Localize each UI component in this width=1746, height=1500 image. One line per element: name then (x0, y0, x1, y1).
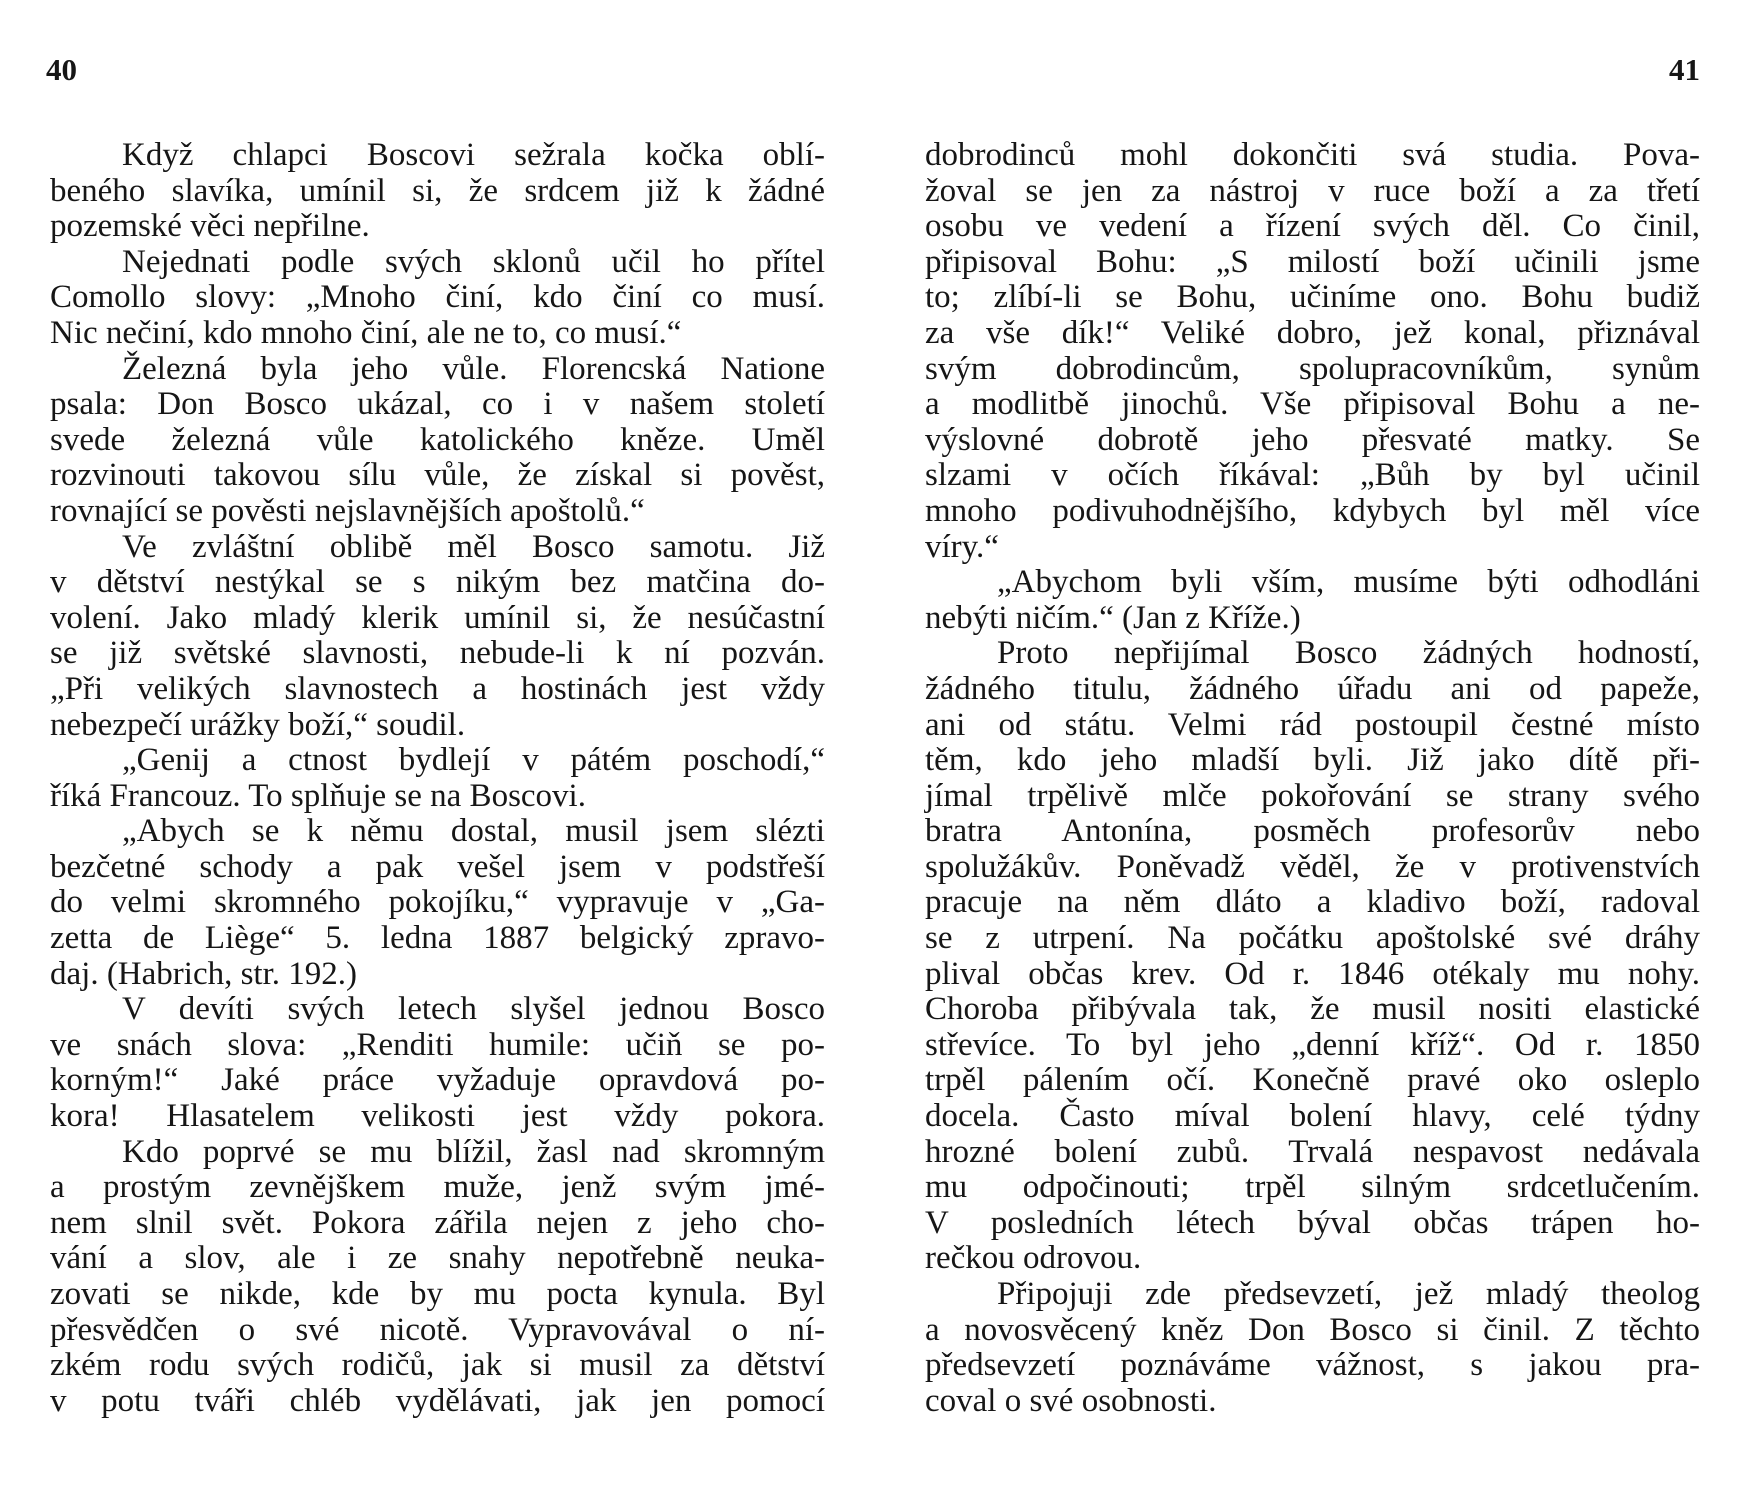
text-line: „Abych se k němu dostal, musil jsem slézti (122, 813, 825, 850)
text-line: coval o své osobnosti. (925, 1382, 1217, 1419)
text-line: docela. Často míval bolení hlavy, celé týdny (925, 1098, 1700, 1135)
text-line: daj. (Habrich, str. 192.) (50, 955, 358, 992)
text-line: „Při velikých slavnostech a hostinách jest vždy (50, 670, 825, 707)
text-line: do velmi skromného pokojíku,“ vypravuje v „Ga- (50, 884, 825, 921)
text-line: mnoho podivuhodnějšího, kdybych byl měl více (925, 492, 1700, 529)
text-line: rečkou odrovou. (925, 1240, 1142, 1277)
text-line: Nic nečiní, kdo mnoho činí, ale ne to, co musí.“ (50, 314, 682, 351)
text-line: plival občas krev. Od r. 1846 otékaly mu nohy. (925, 955, 1700, 992)
text-line: za vše dík!“ Veliké dobro, jež konal, přiznával (925, 314, 1700, 351)
text-line: osobu ve vedení a řízení svých děl. Co činil, (925, 208, 1700, 245)
text-line: Nejednati podle svých sklonů učil ho přítel (122, 243, 825, 280)
text-line: trpěl pálením očí. Konečně pravé oko osleplo (925, 1062, 1700, 1099)
text-line: hrozné bolení zubů. Trvalá nespavost nedávala (925, 1133, 1700, 1170)
text-line: jímal trpělivě mlče pokořování se strany svého (925, 777, 1700, 814)
text-line: výslovné dobrotě jeho přesvaté matky. Se (925, 421, 1700, 458)
text-line: V devíti svých letech slyšel jednou Bosco (122, 991, 825, 1028)
text-line: přesvědčen o své nicotě. Vypravovával o ní- (50, 1311, 825, 1348)
text-line: a prostým zevnějškem muže, jenž svým jmé- (50, 1169, 825, 1206)
text-line: svede železná vůle katolického kněze. Uměl (50, 421, 825, 458)
text-line: víry.“ (925, 528, 999, 565)
text-line: slzami v očích říkával: „Bůh by byl učinil (925, 457, 1700, 494)
right-page-text (925, 138, 1700, 1419)
text-line: bezčetné schody a pak vešel jsem v podstřeší (50, 848, 825, 885)
text-line: spolužákův. Poněvadž věděl, že v protivenstvích (925, 848, 1700, 885)
text-line: žádného titulu, žádného úřadu ani od papeže, (925, 670, 1700, 707)
text-line: předsevzetí poznáváme vážnost, s jakou pra- (925, 1347, 1700, 1384)
left-page-text (50, 138, 825, 1419)
text-line: zkém rodu svých rodičů, jak si musil za dětství (50, 1347, 825, 1384)
text-line: se z utrpení. Na počátku apoštolské své dráhy (925, 920, 1700, 957)
text-line: Když chlapci Boscovi sežrala kočka oblí- (122, 137, 825, 173)
text-line: bratra Antonína, posměch profesorův nebo (925, 813, 1700, 850)
page-number-left: 40 (46, 52, 77, 87)
text-line: Železná byla jeho vůle. Florencská Natione (122, 350, 825, 387)
text-line: zetta de Liège“ 5. ledna 1887 belgický zpravo- (50, 920, 825, 957)
text-line: „Genij a ctnost bydlejí v pátém poschodí,“ (122, 742, 825, 779)
text-line: „Abychom byli vším, musíme býti odhodláni (997, 564, 1700, 601)
text-line: Připojuji zde předsevzetí, jež mladý theolog (997, 1276, 1700, 1312)
text-line: volení. Jako mladý klerik umínil si, že nesúčastní (50, 599, 825, 636)
text-line: psala: Don Bosco ukázal, co i v našem století (50, 386, 825, 423)
text-line: žoval se jen za nástroj v ruce boží a za třetí (925, 172, 1700, 209)
text-line: Ve zvláštní oblibě měl Bosco samotu. Již (122, 528, 825, 565)
text-line: pracuje na něm dláto a kladivo boží, radoval (925, 884, 1700, 921)
text-line: rovnající se pověsti nejslavnějších apoštolů.“ (50, 492, 645, 529)
text-line: a novosvěcený kněz Don Bosco si činil. Z těchto (925, 1311, 1700, 1348)
text-line: ani od státu. Velmi rád postoupil čestné místo (925, 706, 1700, 743)
text-line: svým dobrodincům, spolupracovníkům, synům (925, 350, 1700, 387)
text-line: rozvinouti takovou sílu vůle, že získal si pověst, (50, 457, 825, 494)
text-line: korným!“ Jaké práce vyžaduje opravdová po- (50, 1062, 825, 1099)
text-line: vání a slov, ale i ze snahy nepotřebně neuka- (50, 1240, 825, 1277)
text-line: říká Francouz. To splňuje se na Boscovi. (50, 777, 586, 814)
text-line: V posledních létech býval občas trápen ho- (925, 1204, 1700, 1241)
text-line: nebezpečí urážky boží,“ soudil. (50, 706, 466, 743)
text-line: v dětství nestýkal se s nikým bez matčina do- (50, 564, 825, 601)
text-line: střevíce. To byl jeho „denní kříž“. Od r. 1850 (925, 1026, 1700, 1063)
text-line: pozemské věci nepřilne. (50, 208, 370, 245)
text-line: ve snách slova: „Renditi humile: učiň se po- (50, 1026, 825, 1063)
text-line: a modlitbě jinochů. Vše připisoval Bohu a ne- (925, 386, 1700, 423)
text-line: Kdo poprvé se mu blížil, žasl nad skromným (122, 1133, 825, 1170)
text-line: se již světské slavnosti, nebude-li k ní pozván. (50, 635, 825, 672)
text-line: nebýti ničím.“ (Jan z Kříže.) (925, 599, 1301, 636)
text-line: Choroba přibývala tak, že musil nositi elastické (925, 991, 1700, 1028)
text-line: dobrodinců mohl dokončiti svá studia. Pova- (925, 137, 1700, 173)
text-line: Proto nepřijímal Bosco žádných hodností, (997, 635, 1700, 672)
page-number-right: 41 (1669, 52, 1700, 87)
text-line: připisoval Bohu: „S milostí boží učinili jsme (925, 243, 1700, 280)
text-line: beného slavíka, umínil si, že srdcem již k žádné (50, 172, 825, 209)
text-line: Comollo slovy: „Mnoho činí, kdo činí co musí. (50, 279, 825, 316)
text-line: mu odpočinouti; trpěl silným srdcetlučením. (925, 1169, 1700, 1206)
text-line: v potu tváři chléb vydělávati, jak jen pomocí (50, 1382, 825, 1419)
text-line: kora! Hlasatelem velikosti jest vždy pokora. (50, 1098, 825, 1135)
text-line: zovati se nikde, kde by mu pocta kynula. Byl (50, 1276, 825, 1312)
text-line: to; zlíbí-li se Bohu, učiníme ono. Bohu budiž (925, 279, 1700, 316)
text-line: těm, kdo jeho mladší byli. Již jako dítě při- (925, 742, 1700, 779)
text-line: nem slnil svět. Pokora zářila nejen z jeho cho- (50, 1204, 825, 1241)
